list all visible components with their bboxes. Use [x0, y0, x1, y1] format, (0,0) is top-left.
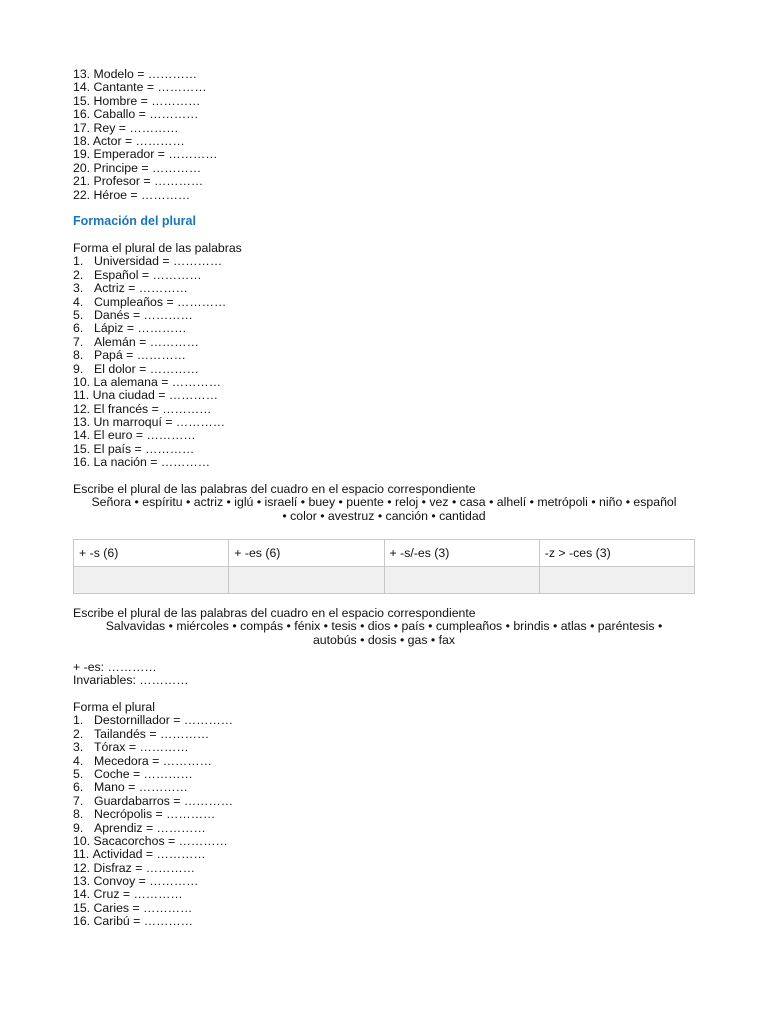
item-number: 13.: [73, 874, 91, 889]
list-item: [73, 741, 695, 754]
list-item: [73, 795, 695, 808]
list-item: [73, 429, 695, 442]
item-text: Español = …………: [94, 267, 202, 282]
item-text: Tailandés = …………: [94, 726, 210, 741]
item-number: 8.: [73, 348, 84, 363]
item-text: Tórax = …………: [94, 740, 189, 755]
list-item: [73, 389, 695, 402]
item-number: 2.: [73, 267, 84, 282]
table-answer-row: [74, 567, 695, 594]
list-item: 22. Héroe = …………: [73, 187, 191, 202]
item-number: 6.: [73, 321, 84, 336]
item-text: Convoy = …………: [93, 874, 199, 889]
answer-cell: [384, 567, 539, 594]
list-item: 15. Hombre = …………: [73, 93, 201, 108]
item-number: 4.: [73, 753, 84, 768]
item-text: Alemán = …………: [94, 334, 199, 349]
list-item: 17. Rey = …………: [73, 120, 179, 135]
list-item: [73, 768, 695, 781]
item-number: 8.: [73, 807, 84, 822]
item-number: 15.: [73, 441, 91, 456]
item-text: El francés = …………: [93, 401, 212, 416]
section-heading: Formación del plural: [73, 214, 196, 228]
item-number: 2.: [73, 726, 84, 741]
table-header-cell: -z > -ces (3): [539, 540, 694, 567]
list-item: [73, 875, 695, 888]
item-text: Guardabarros = …………: [94, 793, 234, 808]
list-item: [73, 269, 695, 282]
item-text: Sacacorchos = …………: [93, 833, 228, 848]
table-header-cell: + -s (6): [74, 540, 229, 567]
list-item: [73, 296, 695, 309]
word-list-line: Señora • espíritu • actriz • iglú • israelí • buey • puente • reloj • vez • casa • alhelí • metrópoli • niño • español: [91, 495, 677, 510]
item-number: 9.: [73, 820, 84, 835]
word-box: [73, 620, 695, 647]
item-number: 1.: [73, 254, 84, 269]
item-text: Caribú = …………: [93, 914, 193, 929]
list-item: [73, 822, 695, 835]
item-number: 10.: [73, 374, 91, 389]
item-number: 11.: [73, 847, 90, 862]
table-header-cell: + -es (6): [229, 540, 384, 567]
list-item: [73, 349, 695, 362]
list-item: [73, 808, 695, 821]
item-text: Actriz = …………: [94, 281, 188, 296]
list-item: 20. Principe = …………: [73, 160, 202, 175]
list-item: 19. Emperador = …………: [73, 147, 218, 162]
item-text: El euro = …………: [93, 428, 196, 443]
item-number: 1.: [73, 713, 84, 728]
item-number: 14.: [73, 887, 91, 902]
item-text: Mano = …………: [94, 780, 188, 795]
list-item: 16. Caballo = …………: [73, 107, 199, 122]
item-text: Destornillador = …………: [94, 713, 234, 728]
item-number: 16.: [73, 455, 91, 470]
item-text: El dolor = …………: [94, 361, 199, 376]
list-item: [73, 282, 695, 295]
item-number: 6.: [73, 780, 84, 795]
item-number: 14.: [73, 428, 91, 443]
word-list-line: autobús • dosis • gas • fax: [312, 632, 456, 647]
word-box: [73, 496, 695, 523]
list-item: [73, 902, 695, 915]
list-continued: [73, 68, 695, 202]
item-text: Necrópolis = …………: [94, 807, 216, 822]
item-text: Lápiz = …………: [94, 321, 187, 336]
item-text: Cruz = …………: [93, 887, 183, 902]
answer-cell: [539, 567, 694, 594]
answer-table: [73, 539, 695, 594]
list-item: [73, 376, 695, 389]
list-item: 13. Modelo = …………: [73, 67, 198, 81]
list-item: 21. Profesor = …………: [73, 174, 204, 189]
item-text: Universidad = …………: [94, 254, 223, 269]
item-text: Mecedora = …………: [94, 753, 212, 768]
item-number: 7.: [73, 334, 84, 349]
answer-line-invariables: Invariables: …………: [73, 673, 189, 688]
item-text: El país = …………: [93, 441, 195, 456]
list-item: [73, 915, 695, 928]
answer-cell: [229, 567, 384, 594]
list-item: [73, 714, 695, 727]
list-item: [73, 309, 695, 322]
exercise-3: [73, 607, 695, 647]
exercise-4: [73, 701, 695, 929]
item-text: Danés = …………: [94, 307, 193, 322]
item-number: 12.: [73, 401, 91, 416]
item-text: Cumpleaños = …………: [94, 294, 227, 309]
exercise-1: [73, 242, 695, 470]
item-number: 13.: [73, 415, 91, 430]
list-item: [73, 403, 695, 416]
item-text: Caries = …………: [93, 900, 193, 915]
item-text: Papá = …………: [94, 348, 186, 363]
list-item: [73, 336, 695, 349]
item-text: Actividad = …………: [92, 847, 206, 862]
item-number: 15.: [73, 900, 91, 915]
item-number: 4.: [73, 294, 84, 309]
item-number: 3.: [73, 281, 84, 296]
item-text: Coche = …………: [94, 766, 193, 781]
list-item: [73, 835, 695, 848]
item-number: 16.: [73, 914, 91, 929]
list-item: [73, 728, 695, 741]
item-number: 10.: [73, 833, 91, 848]
exercise-3-answers: [73, 661, 695, 688]
list-item: [73, 848, 695, 861]
table-header-cell: + -s/-es (3): [384, 540, 539, 567]
item-number: 5.: [73, 307, 84, 322]
answer-line-es: + -es: …………: [73, 660, 157, 674]
list-item: 14. Cantante = …………: [73, 80, 207, 95]
list-item: [73, 862, 695, 875]
list-item: [73, 443, 695, 456]
item-text: Una ciudad = …………: [92, 388, 219, 403]
item-number: 9.: [73, 361, 84, 376]
item-number: 7.: [73, 793, 84, 808]
list-item: [73, 363, 695, 376]
list-item: [73, 322, 695, 335]
item-text: La nación = …………: [93, 455, 211, 470]
exercise-instruction: Forma el plural: [73, 700, 156, 714]
list-item: [73, 456, 695, 469]
word-list-line: Salvavidas • miércoles • compás • fénix • tesis • dios • país • cumpleaños • brindis • atlas • paréntesis •: [105, 619, 663, 634]
item-number: 3.: [73, 740, 84, 755]
list-item: [73, 255, 695, 268]
item-text: La alemana = …………: [93, 374, 221, 389]
table-header-row: [74, 540, 695, 567]
item-number: 5.: [73, 766, 84, 781]
answer-cell: [74, 567, 229, 594]
item-number: 12.: [73, 860, 91, 875]
exercise-2: [73, 483, 695, 523]
item-number: 11.: [73, 388, 90, 403]
exercise-instruction: Escribe el plural de las palabras del cuadro en el espacio correspondiente: [73, 606, 476, 620]
list-item: [73, 781, 695, 794]
list-item: [73, 755, 695, 768]
exercise-instruction: Escribe el plural de las palabras del cuadro en el espacio correspondiente: [73, 482, 476, 496]
exercise-instruction: Forma el plural de las palabras: [73, 241, 242, 255]
item-text: Un marroquí = …………: [93, 415, 226, 430]
item-text: Aprendiz = …………: [94, 820, 206, 835]
list-item: [73, 416, 695, 429]
item-text: Disfraz = …………: [93, 860, 195, 875]
word-list-line: • color • avestruz • canción • cantidad: [282, 508, 486, 523]
list-item: 18. Actor = …………: [73, 133, 185, 148]
list-item: [73, 888, 695, 901]
